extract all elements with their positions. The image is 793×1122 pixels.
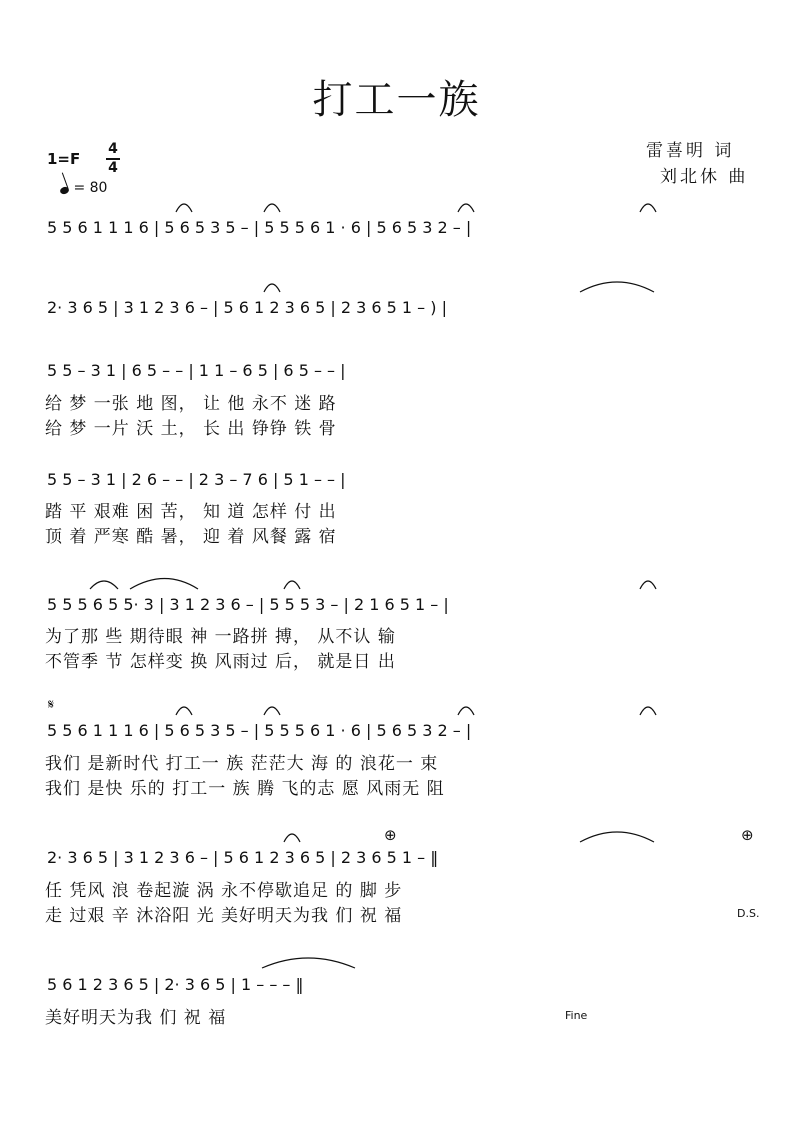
time-signature-top: 4 <box>108 141 118 157</box>
lyricist-credit: 雷喜明 词 <box>646 141 735 161</box>
lyric-line-5a: 为了那 些 期待眼 神 一路拼 搏， 从不认 输 <box>45 627 396 647</box>
notation-line-3: 5 5 – 3 1 | 6 5 – – | 1 1 – 6 5 | 6 5 – – | <box>47 361 346 380</box>
lyric-line-4a: 踏 平 艰难 困 苦， 知 道 怎样 付 出 <box>45 502 337 522</box>
ds-marking: D.S. <box>737 907 760 920</box>
tempo-value: = 80 <box>73 180 108 196</box>
notation-line-1: 5 5 6 1 1 1 6 | 5 6 5 3 5 – | 5 5 5 6 1 · 6 | 5 6 5 3 2 – | <box>47 218 472 237</box>
time-signature-bottom: 4 <box>108 159 118 176</box>
key-signature: 1=F <box>47 150 81 168</box>
notation-line-6: 5 5 6 1 1 1 6 | 5 6 5 3 5 – | 5 5 5 6 1 · 6 | 5 6 5 3 2 – | <box>47 721 472 740</box>
lyric-line-4b: 顶 着 严寒 酷 暑， 迎 着 风餐 露 宿 <box>45 527 337 547</box>
lyric-line-6a: 我们 是新时代 打工一 族 茫茫大 海 的 浪花一 束 <box>45 754 439 774</box>
notation-line-7: 2· 3 6 5 | 3 1 2 3 6 – | 5 6 1 2 3 6 5 | 2 3 6 5 1 – ‖ <box>47 848 439 867</box>
lyric-line-3b: 给 梦 一片 沃 土， 长 出 铮铮 铁 骨 <box>45 419 337 439</box>
coda-icon-end: ⊕ <box>741 826 754 844</box>
composer-credit: 刘北休 曲 <box>660 167 749 187</box>
song-title: 打工一族 <box>312 77 481 123</box>
notation-line-2: 2· 3 6 5 | 3 1 2 3 6 – | 5 6 1 2 3 6 5 | 2 3 6 5 1 – ) | <box>47 298 447 317</box>
lyric-line-6b: 我们 是快 乐的 打工一 族 腾 飞的志 愿 风雨无 阻 <box>45 779 445 799</box>
notation-line-8: 5 6 1 2 3 6 5 | 2· 3 6 5 | 1 – – – ‖ <box>47 975 304 994</box>
notation-line-4: 5 5 – 3 1 | 2 6 – – | 2 3 – 7 6 | 5 1 – – | <box>47 470 346 489</box>
lyric-line-5b: 不管季 节 怎样变 换 风雨过 后， 就是日 出 <box>45 652 396 672</box>
lyric-line-7b: 走 过艰 辛 沐浴阳 光 美好明天为我 们 祝 福 <box>45 906 403 926</box>
lyric-line-3a: 给 梦 一张 地 图， 让 他 永不 迷 路 <box>45 394 337 414</box>
notation-line-5: 5 5 5 6 5 5· 3 | 3 1 2 3 6 – | 5 5 5 3 – | 2 1 6 5 1 – | <box>47 595 449 614</box>
fine-marking: Fine <box>565 1009 588 1022</box>
lyric-line-7a: 任 凭风 浪 卷起漩 涡 永不停歇追足 的 脚 步 <box>45 881 403 901</box>
coda-icon: ⊕ <box>384 826 397 844</box>
lyric-line-8: 美好明天为我 们 祝 福 <box>45 1008 227 1028</box>
segno-icon: 𝄋 <box>48 697 55 713</box>
